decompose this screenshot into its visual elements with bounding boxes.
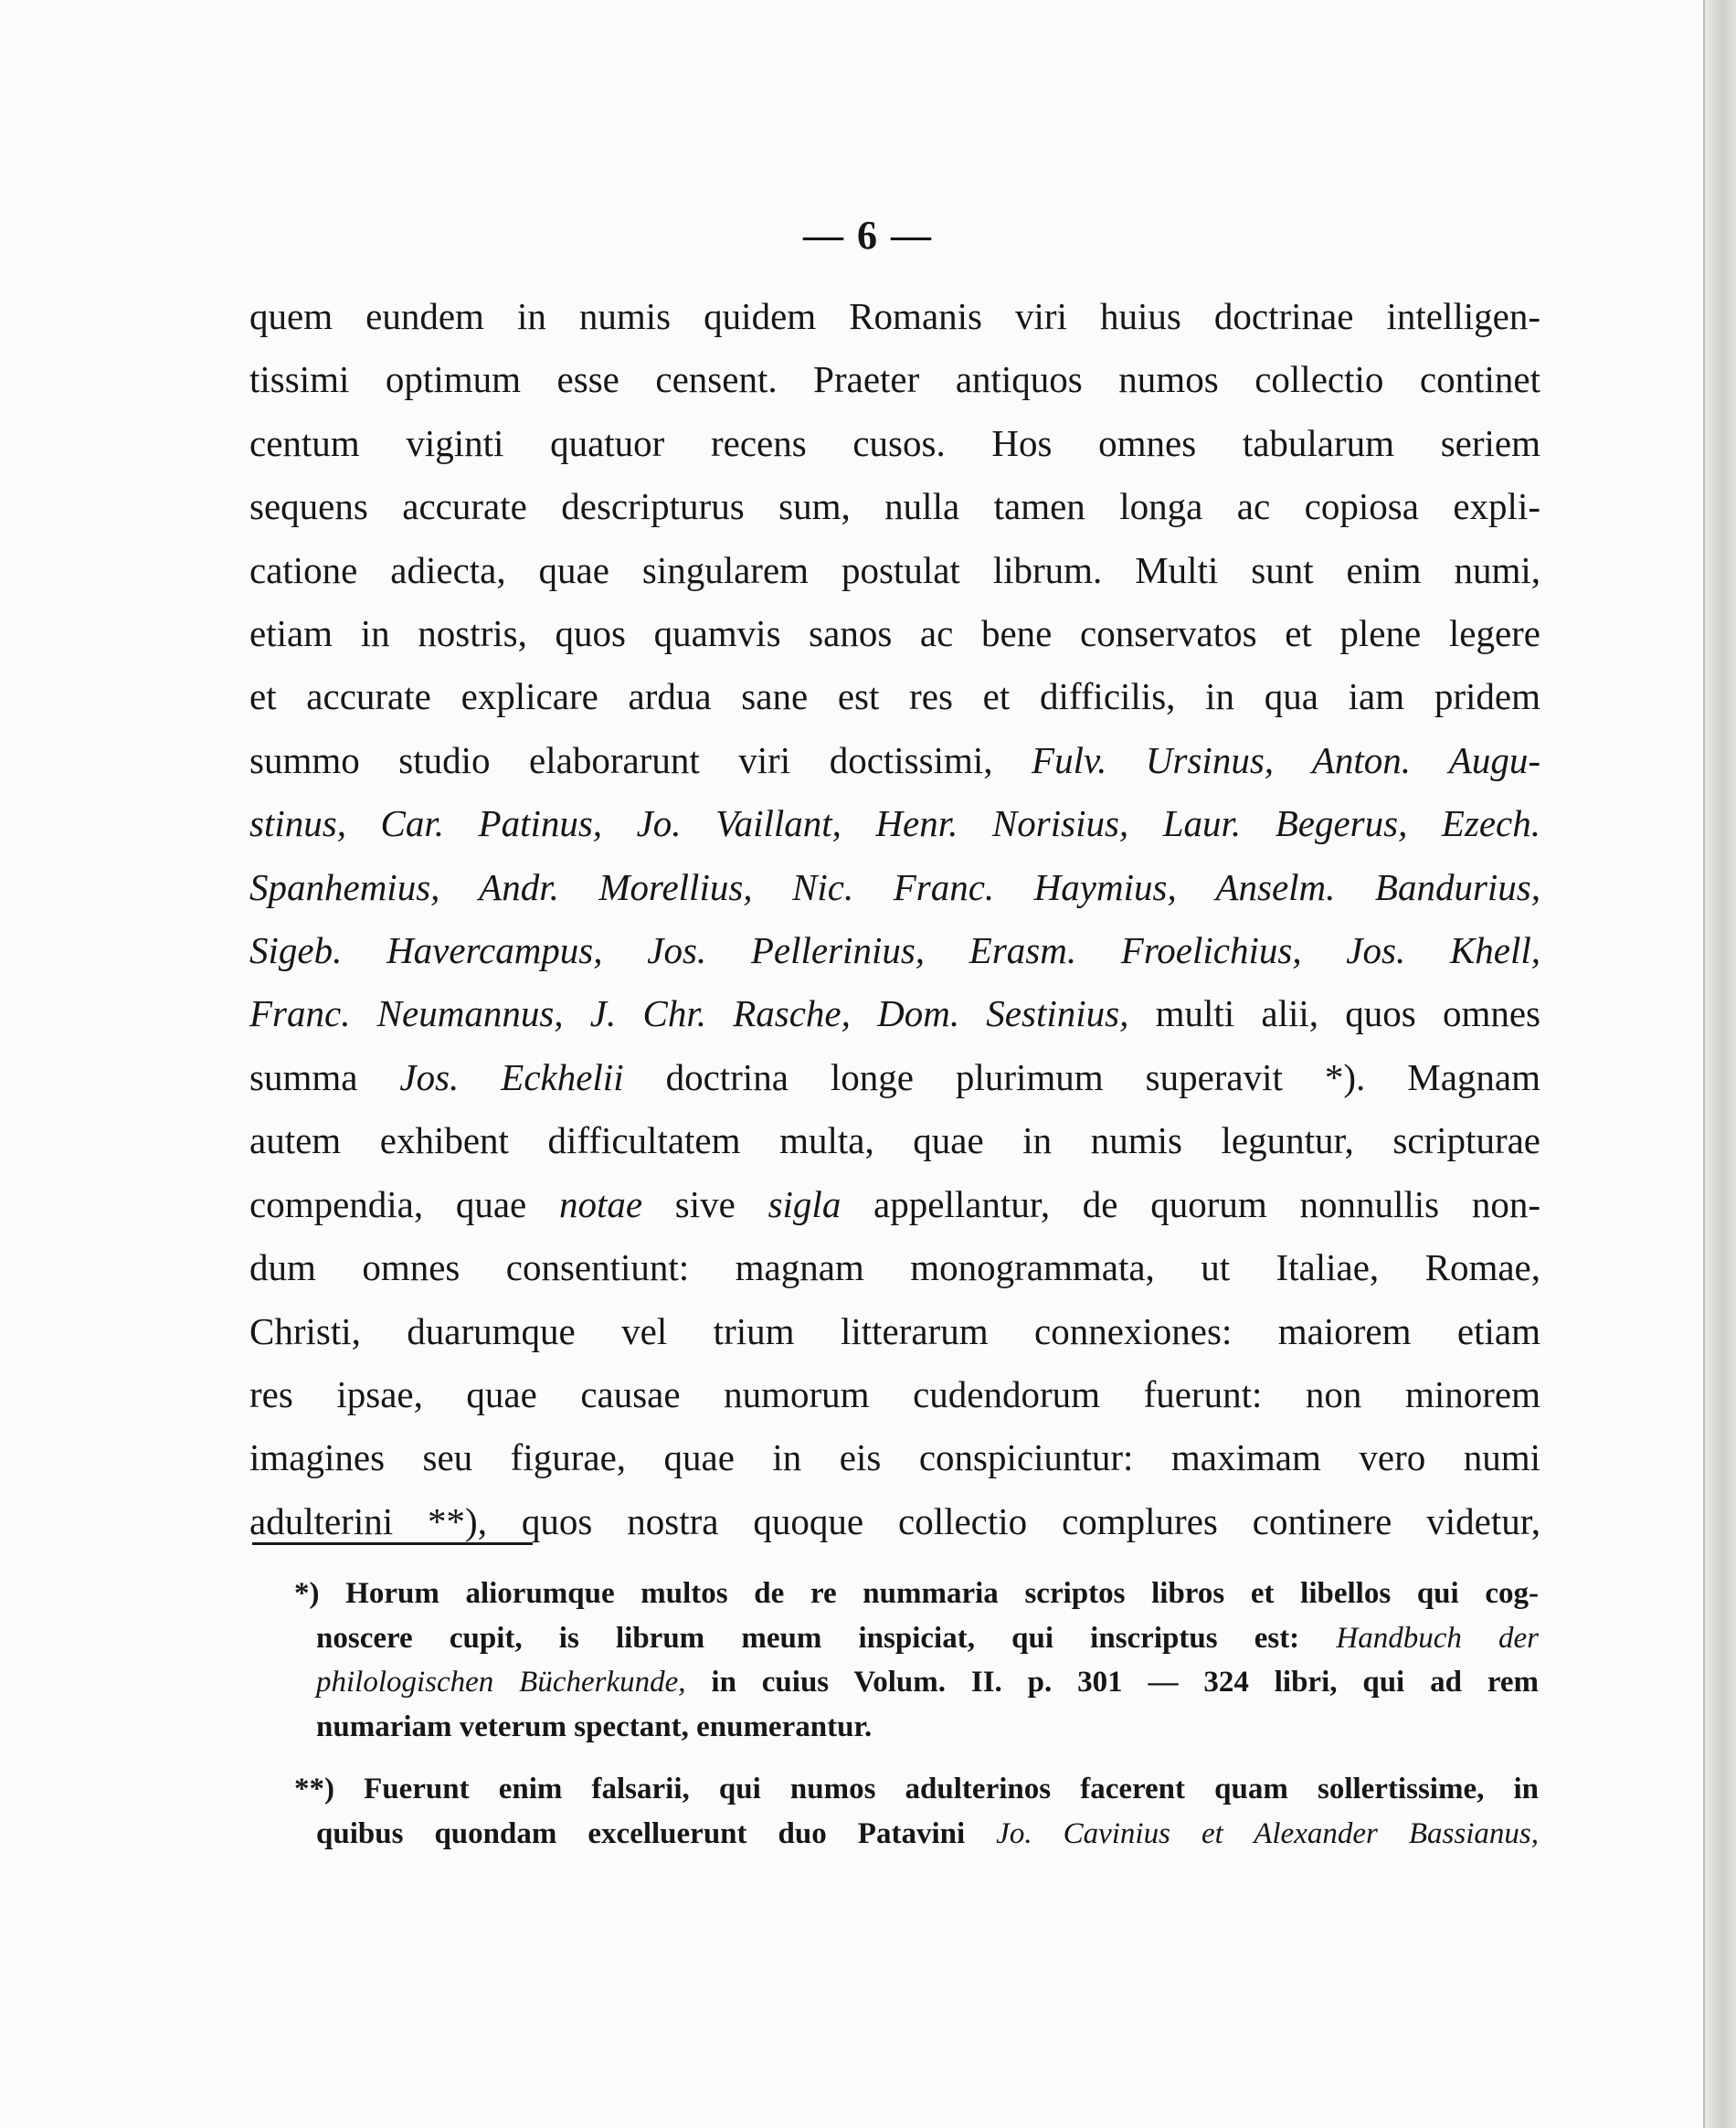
italic-run: notae (558, 1182, 643, 1225)
text-run: et accurate explicare ardua sane est res et difficilis, in qua iam pridem (249, 675, 1540, 718)
text-run: imagines seu figurae, quae in eis conspiciuntur: maximam vero numi (249, 1436, 1540, 1479)
text-run: summo studio elaborarunt viri doctissimi, (249, 738, 1032, 781)
text-run: multi alii, quos omnes (1128, 992, 1540, 1035)
text-run: appellantur, de quorum nonnullis non- (841, 1182, 1541, 1225)
text-run: **) Fuerunt enim falsarii, qui numos adulterinos facerent quam sollertissime, in (294, 1773, 1539, 1805)
italic-run: Jo. Cavinius et Alexander Bassianus, (996, 1816, 1539, 1850)
text-line (249, 348, 1540, 411)
text-line (249, 285, 1540, 348)
text-line (249, 475, 1540, 538)
italic-run: Sigeb. Havercampus, Jos. Pellerinius, Erasm. Froelichius, Jos. Khell, (249, 929, 1540, 972)
text-run: adulterini **), quos nostra quoque collectio complures continere videtur, (249, 1499, 1540, 1542)
page-edge (1703, 0, 1736, 2128)
text-run: noscere cupit, is librum meum inspiciat, qui inscriptus est: (316, 1621, 1337, 1655)
text-run: centum viginti quatuor recens cusos. Hos omnes tabularum seriem (249, 421, 1540, 464)
text-run: tissimi optimum esse censent. Praeter antiquos numos collectio continet (249, 358, 1540, 401)
text-line (249, 1300, 1540, 1363)
text-line (249, 919, 1540, 982)
text-run: in cuius Volum. II. p. 301 — 324 libri, qui ad rem (685, 1666, 1540, 1699)
italic-run: Spanhemius, Andr. Morellius, Nic. Franc. Haymius, Anselm. Bandurius, (249, 865, 1540, 908)
footnote (294, 1767, 1539, 1856)
text-line (249, 856, 1540, 919)
text-line (249, 792, 1540, 855)
page-number: — 6 — (803, 213, 933, 258)
text-run: doctrina longe plurimum superavit *). Magnam (623, 1055, 1540, 1098)
text-line (249, 539, 1540, 602)
text-run: sive (642, 1182, 768, 1225)
text-line (249, 1046, 1540, 1109)
text-run: *) Horum aliorumque multos de re nummaria scriptos libros et libellos qui cog- (294, 1577, 1539, 1610)
text-line (249, 982, 1540, 1045)
text-line (294, 1767, 1539, 1812)
body-text (249, 285, 1540, 1553)
text-run: summa (249, 1055, 400, 1098)
text-line (316, 1660, 1539, 1705)
text-run: quem eundem in numis quidem Romanis viri huius doctrinae intelligen- (249, 295, 1540, 337)
text-line (249, 412, 1540, 475)
text-line (249, 665, 1540, 728)
italic-run: Fulv. Ursinus, Anton. Augu- (1032, 738, 1540, 781)
text-run: numariam veterum spectant, enumerantur. (316, 1710, 873, 1743)
text-run: compendia, quae (249, 1182, 559, 1225)
footnote-rule (252, 1542, 533, 1545)
text-run: quibus quondam excelluerunt duo Patavini (316, 1816, 997, 1850)
text-line (249, 1426, 1540, 1489)
italic-run: Jos. Eckhelii (399, 1055, 624, 1098)
text-line (294, 1572, 1539, 1616)
text-line (249, 1363, 1540, 1426)
italic-run: stinus, Car. Patinus, Jo. Vaillant, Henr. Norisius, Laur. Begerus, Ezech. (249, 802, 1540, 845)
text-run: Christi, duarumque vel trium litterarum connexiones: maiorem etiam (249, 1309, 1540, 1352)
text-line (249, 1236, 1540, 1299)
text-line (316, 1812, 1539, 1857)
footnotes (294, 1572, 1539, 1856)
text-line (316, 1705, 1539, 1750)
text-line (249, 602, 1540, 665)
text-run: etiam in nostris, quos quamvis sanos ac bene conservatos et plene legere (249, 612, 1540, 655)
text-line (316, 1616, 1539, 1661)
text-line (249, 1173, 1540, 1236)
text-run: autem exhibent difficultatem multa, quae in numis leguntur, scripturae (249, 1119, 1540, 1162)
italic-run: sigla (767, 1182, 842, 1225)
text-run: sequens accurate descripturus sum, nulla tamen longa ac copiosa expli- (249, 485, 1540, 528)
text-line (249, 729, 1540, 792)
text-line (249, 1109, 1540, 1172)
footnote (294, 1572, 1539, 1749)
text-run: dum omnes consentiunt: magnam monogrammata, ut Italiae, Romae, (249, 1246, 1540, 1289)
text-run: res ipsae, quae causae numorum cudendorum fuerunt: non minorem (249, 1372, 1540, 1415)
italic-run: Handbuch der (1336, 1621, 1540, 1655)
text-run: catione adiecta, quae singularem postulat librum. Multi sunt enim numi, (249, 548, 1540, 591)
italic-run: Franc. Neumannus, J. Chr. Rasche, Dom. Sestinius, (249, 992, 1129, 1035)
italic-run: philologischen Bücherkunde, (316, 1666, 686, 1699)
